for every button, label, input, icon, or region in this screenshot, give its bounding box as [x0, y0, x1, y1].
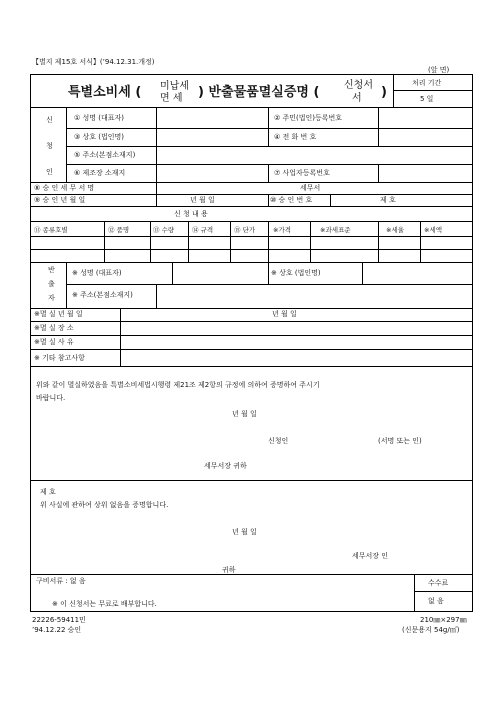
loss-reason-label: ※멸 실 사 유 — [34, 338, 74, 346]
applicant-side-label-1: 신 — [46, 116, 53, 124]
approval-office-suffix: 세무서 — [300, 184, 321, 192]
loss-date-value: 년 월 일 — [272, 310, 297, 318]
col-spec: ⑭ 규격 — [192, 226, 214, 234]
free-notice: ※ 이 신청서는 무료로 배부합니다. — [52, 600, 157, 608]
fee-label: 수수료 — [428, 579, 449, 587]
statement-text-1: 위와 같이 멸실하였음을 특별소비세법시행령 제21조 제2항의 규정에 의하여 증명하여 주시기 — [36, 381, 320, 389]
loss-place-label: ※멸 실 장 소 — [34, 324, 74, 332]
statement-addressee: 세무서장 귀하 — [204, 462, 247, 470]
carrier-side-label-3: 자 — [48, 294, 55, 302]
approval-office-label: ⑧ 승 인 세 무 서 명 — [34, 184, 95, 192]
applicant-address-label: ⑤ 주소(본점소재지) — [74, 151, 136, 159]
title-doc-bottom: 서 — [352, 93, 362, 104]
statement-applicant: 신청인 — [268, 437, 289, 445]
certificate-issuer: 세무서장 인 — [352, 552, 389, 560]
applicant-name-label: ① 성명 (대표자) — [74, 114, 124, 122]
carrier-side-label-2: 출 — [48, 280, 55, 288]
title-part-2: ) 반출물품멸실증명 ( — [198, 85, 320, 100]
certificate-date: 년 월 일 — [232, 528, 257, 536]
title-part-1: 특별소비세 ( — [68, 85, 142, 100]
loss-date-label: ※멸 실 년 월 일 — [34, 310, 83, 318]
approval-stamp: ’94.12.22 승인 — [32, 626, 82, 634]
title-type-bottom: 면 세 — [160, 93, 183, 104]
applicant-phone-label: ④ 전 화 번 호 — [274, 133, 317, 141]
content-heading: 신 청 내 용 — [174, 210, 208, 218]
title-type-top: 미납세 — [160, 81, 189, 92]
approval-number-label: ⑩ 승 인 번 호 — [270, 196, 313, 204]
processing-period-value: 5 일 — [420, 95, 434, 103]
paper-size: 210㎜×297㎜ — [420, 616, 467, 624]
paper-type: (신문용지 54g/㎡) — [402, 626, 460, 634]
title-part-3: ) — [381, 85, 387, 100]
col-tax-amount: ※세액 — [424, 226, 443, 234]
required-documents: 구비서류 : 없 음 — [36, 577, 86, 585]
statement-date: 년 월 일 — [232, 410, 257, 418]
form-number: 【별지 제15호 서식】(’94.12.31.개정) — [32, 58, 155, 66]
certificate-to: 귀하 — [222, 566, 236, 574]
certificate-number: 제 호 — [40, 488, 56, 496]
fee-value: 없 음 — [428, 597, 444, 605]
col-tax-base: ※과세표준 — [320, 226, 351, 234]
applicant-resident-no-label: ② 주민(법인)등록번호 — [274, 114, 343, 122]
page-side-label: (앞 면) — [428, 66, 450, 74]
applicant-side-label-3: 인 — [46, 168, 53, 176]
col-item-name: ⑫ 품명 — [108, 226, 130, 234]
applicant-side-label-2: 청 — [46, 142, 53, 150]
certificate-text: 위 사실에 관하여 상위 없음을 증명합니다. — [40, 501, 169, 509]
form-code: 22226-59411민 — [32, 616, 86, 624]
applicant-company-label: ③ 상호 (법인명) — [74, 133, 124, 141]
carrier-address-label: ※ 주소(본점소재지) — [72, 291, 133, 299]
carrier-side-label-1: 반 — [48, 266, 55, 274]
statement-text-2: 바랍니다. — [36, 394, 66, 402]
carrier-company-label: ※ 상호 (법인명) — [271, 269, 321, 277]
other-notes-label: ※ 기타 참고사항 — [34, 354, 85, 362]
processing-period-label: 처리 기간 — [412, 79, 442, 87]
col-price: ※가격 — [273, 226, 292, 234]
col-kind: ⑪ 종류호별 — [34, 226, 68, 234]
carrier-name-label: ※ 성명 (대표자) — [72, 269, 122, 277]
statement-sign: (서명 또는 인) — [378, 437, 422, 445]
business-number-label: ⑦ 사업자등록번호 — [274, 169, 330, 177]
col-tax-rate: ※세율 — [386, 226, 405, 234]
col-quantity: ⑬ 수량 — [153, 226, 175, 234]
approval-date-label: ⑨ 승 인 년 월 일 — [34, 196, 86, 204]
title-doc-top: 신청서 — [344, 80, 373, 91]
form-title — [68, 85, 141, 100]
factory-location-label: ⑥ 제조장 소재지 — [74, 169, 126, 177]
col-unit-price: ⑮ 단가 — [234, 226, 256, 234]
approval-number-value: 제 호 — [380, 196, 396, 204]
approval-date-value: 년 월 일 — [190, 196, 215, 204]
